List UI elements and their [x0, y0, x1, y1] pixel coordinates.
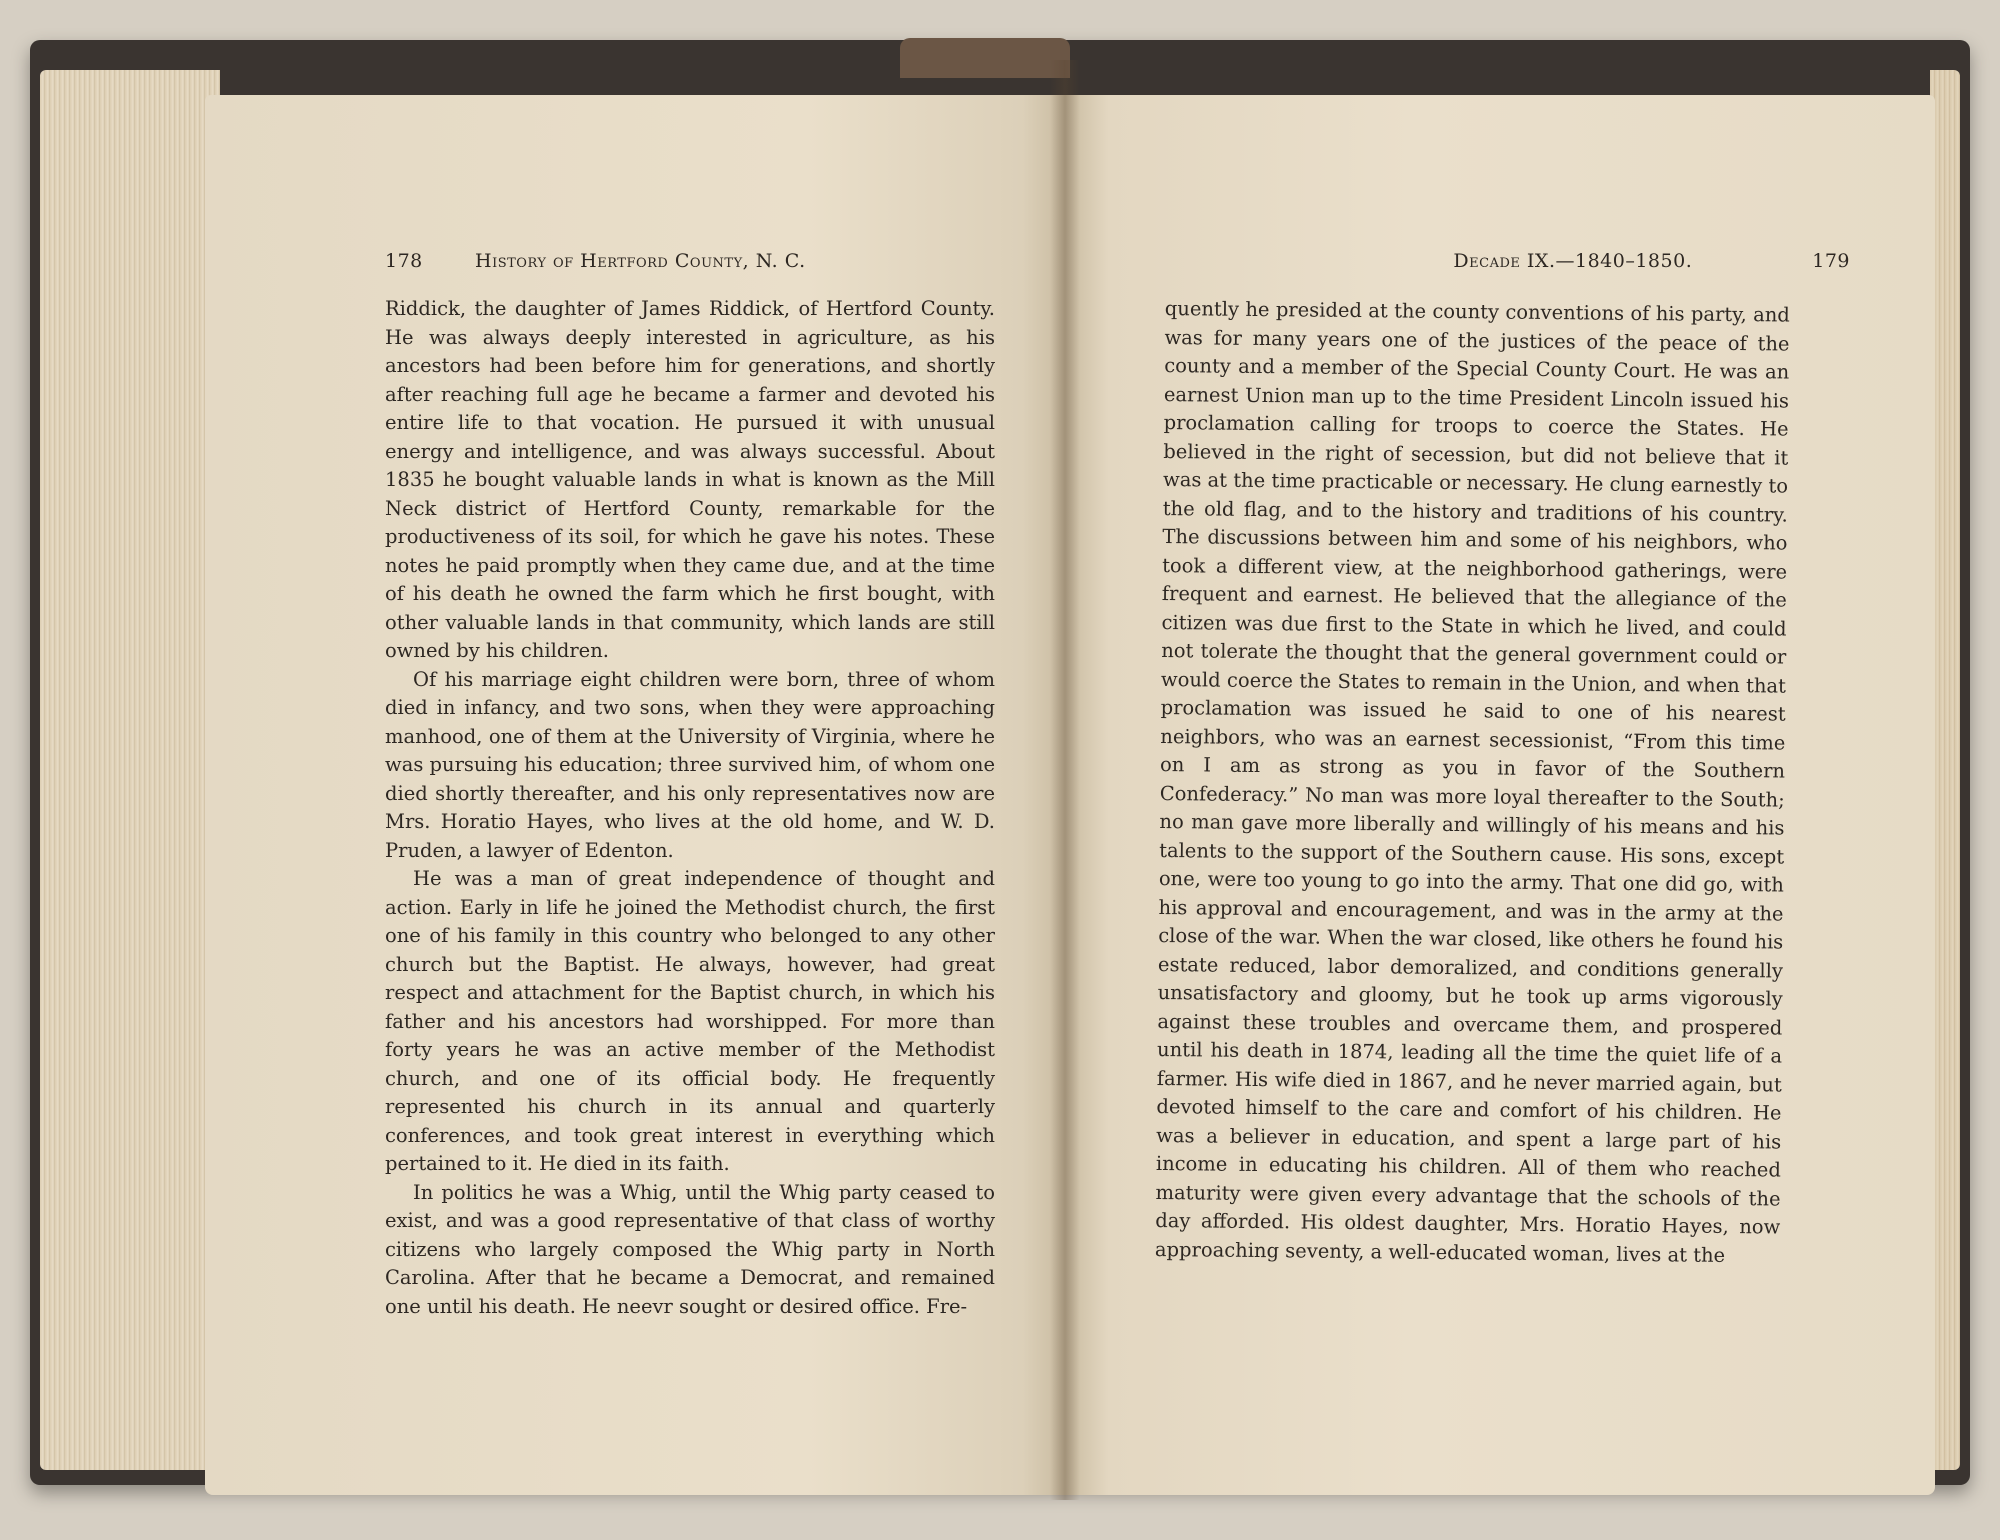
left-page-text — [385, 295, 995, 1321]
left-page-stack — [40, 70, 220, 1470]
paragraph: Of his marriage eight children were born, three of whom died in infancy, and two sons, when they were approaching manhood, one of them at the University of Virginia, where he was pursuing his education; three survived him, of whom one died shortly thereafter, and his only representatives now are Mrs. Horatio Hayes, who lives at the old home, and W. D. Pruden, a lawyer of Edenton. — [385, 667, 995, 862]
paragraph: He was a man of great independence of thought and action. Early in life he joined the Methodist church, the first one of his family in this country who belonged to any other church but the Baptist. He always, however, had great respect and attachment for the Baptist church, in which his father and his ancestors had worshipped. For more than forty years he was an active member of the Methodist church, and one of its official body. He frequently represented his church in its annual and quarterly conferences, and took great interest in everything which pertained to it. He died in its faith. — [385, 867, 995, 1175]
right-running-header — [1310, 250, 1850, 272]
paragraph: quently he presided at the county conventions of his party, and was for many years one of the justices of the peace of the county and a member of the Special County Court. He was an earnest Union man up to the time President Lincoln issued his proclamation calling for troops to coerce the States. He believed in the right of secession, but did not believe that it was at the time practicable or necessary. He clung earnestly to the old flag, and to the history and traditions of his country. The discussions between him and some of his neighbors, who took a different view, at the neighborhood gatherings, were frequent and earnest. He believed that the allegiance of the citizen was due first to the State in which he lived, and could not tolerate the thought that the general government could or would coerce the States to remain in the Union, and when that proclamation was issued he said to one of his nearest neighbors, who was an earnest secessionist, “From this time on I am as strong as you in favor of the Southern Confederacy.” No man was more loyal thereafter to the South; no man gave more liberally and willingly of his means and his talents to the support of the Southern cause. His sons, except one, were too young to go into the army. That one did go, with his approval and encouragement, and was in the army at the close of the war. When the war closed, like others he found his estate reduced, labor demoralized, and conditions generally unsatisfactory and gloomy, but he took up arms vigorously against these troubles and overcame them, and prospered until his death in 1874, leading all the time the quiet life of a farmer. His wife died in 1867, and he never married again, but devoted himself to the care and comfort of his children. He was a believer in education, and spent a large part of his income in educating his children. All of them who reached maturity were given every advantage that the schools of the day afforded. His oldest daughter, Mrs. Horatio Hayes, now approaching seventy, a well-educated woman, lives at the — [1154, 296, 1790, 1267]
book-gutter — [1050, 60, 1080, 1500]
paragraph: Riddick, the daughter of James Riddick, of Hertford County. He was always deeply interested in agriculture, as his ancestors had been before him for generations, and shortly after reaching full age he became a farmer and devoted his entire life to that vocation. He pursued it with unusual energy and intelligence, and was always successful. About 1835 he bought valuable lands in what is known as the Mill Neck district of Hertford County, remarkable for the productiveness of its soil, for which he gave his notes. These notes he paid promptly when they came due, and at the time of his death he owned the farm which he first bought, with other valuable lands in that community, which lands are still owned by his children. — [385, 297, 995, 662]
right-running-head: Decade IX.—1840–1850. — [1453, 250, 1693, 272]
left-page-number: 178 — [385, 250, 423, 272]
right-page-text — [1155, 295, 1790, 1270]
left-running-head: History of Hertford County, N. C. — [475, 250, 806, 272]
paragraph: In politics he was a Whig, until the Whig party ceased to exist, and was a good representative of that class of worthy citizens who largely composed the Whig party in North Carolina. After that he became a Democrat, and remained one until his death. He neevr sought or desired office. Fre- — [385, 1180, 995, 1318]
left-running-header — [385, 250, 905, 272]
left-page — [205, 95, 1065, 1495]
right-page-number: 179 — [1812, 250, 1850, 272]
right-page — [1065, 95, 1935, 1495]
book-spine — [900, 38, 1070, 78]
